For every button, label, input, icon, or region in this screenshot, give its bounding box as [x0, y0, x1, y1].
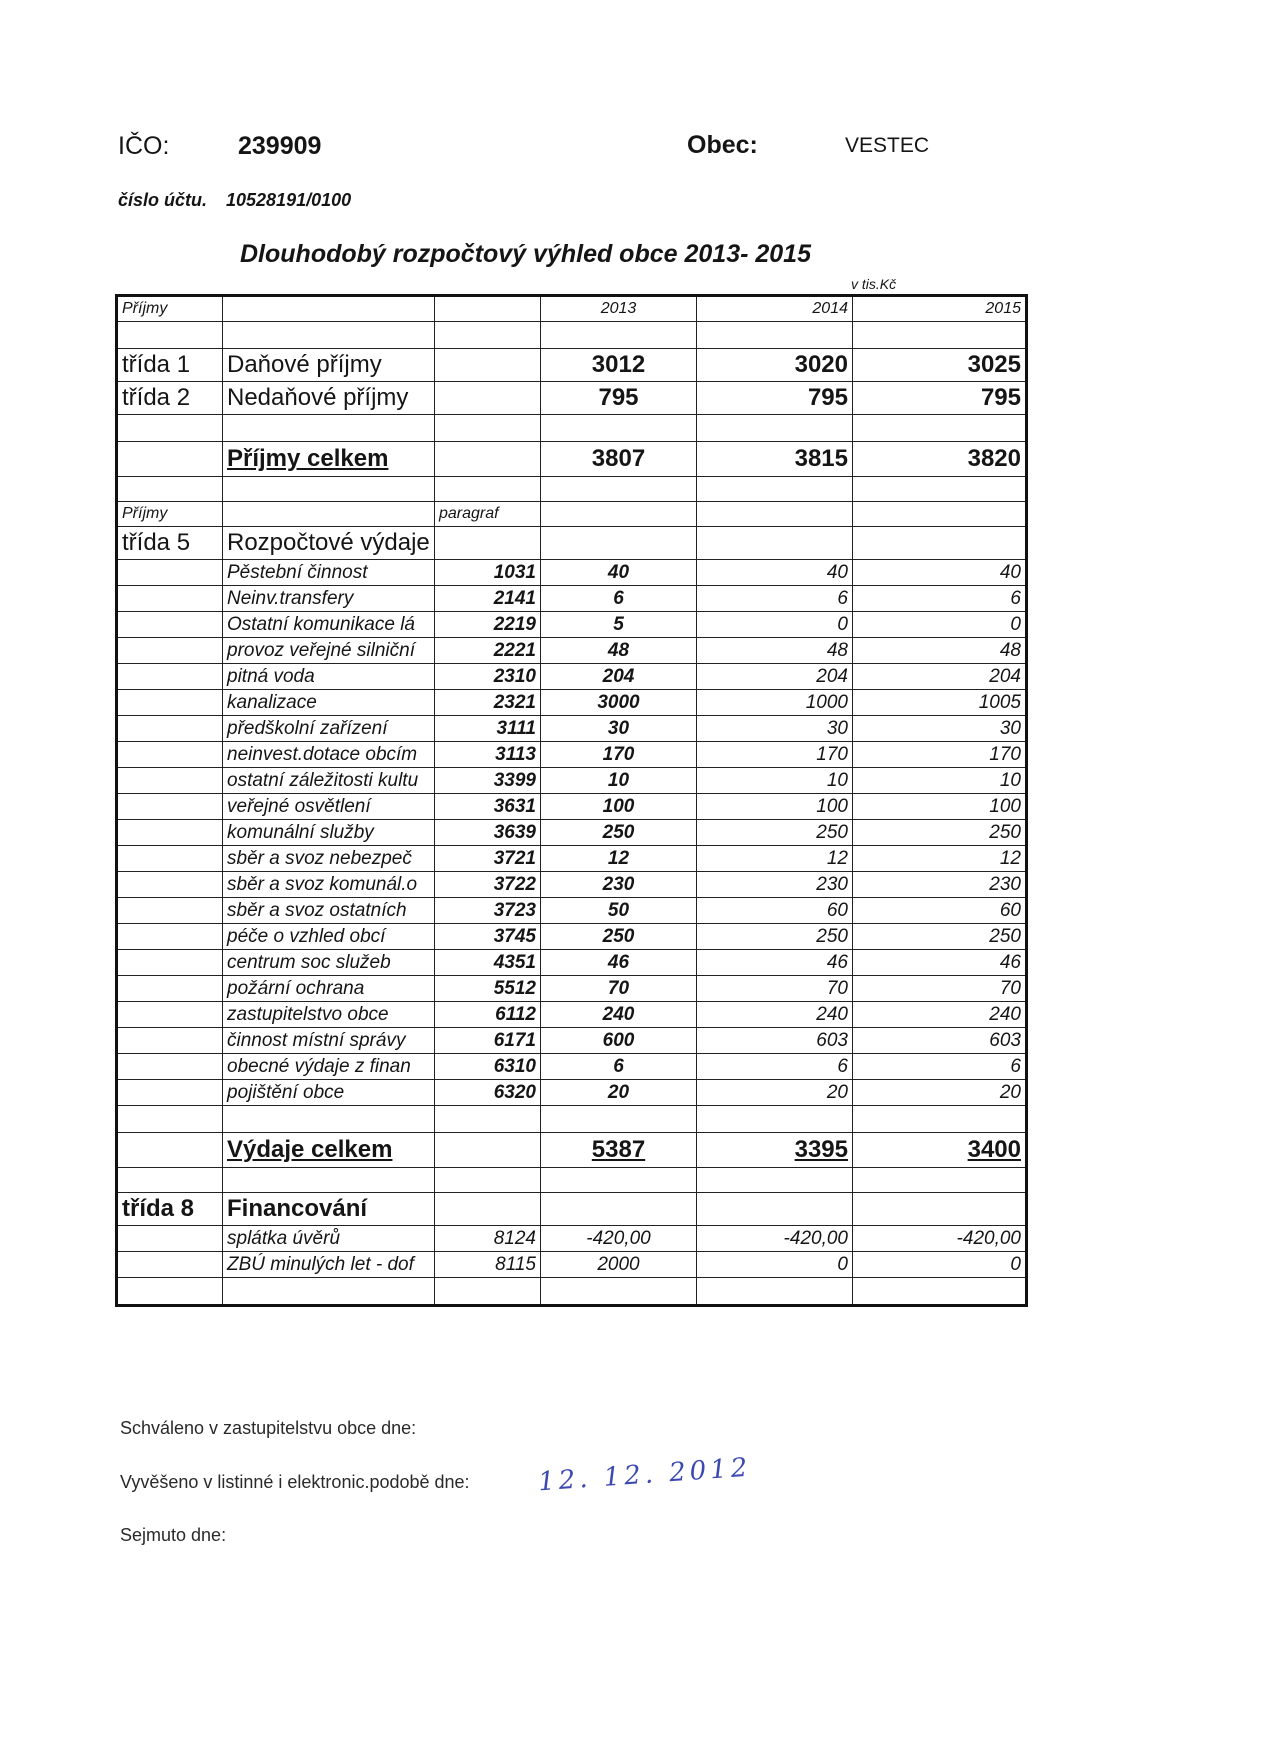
paragraf-code: 2219	[435, 612, 541, 638]
paragraf-code: 3399	[435, 768, 541, 794]
value-2015: 250	[853, 820, 1027, 846]
value-2013: 250	[541, 820, 697, 846]
value-2015: 30	[853, 716, 1027, 742]
expense-item-row	[117, 586, 1027, 612]
row-class-cell	[117, 612, 223, 638]
value-2013: 170	[541, 742, 697, 768]
expense-total-row	[117, 1133, 1027, 1168]
class-label: třída 5	[117, 527, 223, 560]
value-2014: 20	[697, 1080, 853, 1106]
paragraf-code: 2310	[435, 664, 541, 690]
value-2014: 0	[697, 612, 853, 638]
year-2013-header: 2013	[541, 296, 697, 322]
item-name: splátka úvěrů	[223, 1226, 435, 1252]
spacer-row	[117, 477, 1027, 502]
value-2013: 204	[541, 664, 697, 690]
item-name: obecné výdaje z finan	[223, 1054, 435, 1080]
value-2015: 230	[853, 872, 1027, 898]
value-2014: 100	[697, 794, 853, 820]
value-2013: 5	[541, 612, 697, 638]
item-name: zastupitelstvo obce	[223, 1002, 435, 1028]
income-header-row	[117, 296, 1027, 322]
paragraf-code: 3631	[435, 794, 541, 820]
item-name: centrum soc služeb	[223, 950, 435, 976]
value-2014: 60	[697, 898, 853, 924]
item-name: Pěstební činnost	[223, 560, 435, 586]
expense-total-2015: 3400	[853, 1133, 1027, 1168]
item-name: předškolní zařízení	[223, 716, 435, 742]
paragraf-code: 8124	[435, 1226, 541, 1252]
value-2014: -420,00	[697, 1226, 853, 1252]
value-2015: 20	[853, 1080, 1027, 1106]
value-2014: 6	[697, 586, 853, 612]
unit-note: v tis.Kč	[851, 276, 897, 292]
row-class-cell	[117, 716, 223, 742]
value-2014: 230	[697, 872, 853, 898]
value-2015: 10	[853, 768, 1027, 794]
expense-item-row	[117, 976, 1027, 1002]
value-2013: 2000	[541, 1252, 697, 1278]
paragraf-code: 3113	[435, 742, 541, 768]
removed-line: Sejmuto dne:	[120, 1525, 227, 1545]
posted-date-handwritten: 12. 12. 2012	[537, 1452, 753, 1498]
year-2015-header: 2015	[853, 296, 1027, 322]
item-name: sběr a svoz ostatních	[223, 898, 435, 924]
expense-item-row	[117, 898, 1027, 924]
value-2015: 204	[853, 664, 1027, 690]
expense-items	[117, 560, 1027, 1106]
paragraf-code: 3723	[435, 898, 541, 924]
paragraf-code: 5512	[435, 976, 541, 1002]
value-2013: -420,00	[541, 1226, 697, 1252]
expense-class-name: Rozpočtové výdaje	[223, 527, 435, 560]
paragraf-code: 6320	[435, 1080, 541, 1106]
value-2013: 795	[541, 382, 697, 415]
value-2014: 1000	[697, 690, 853, 716]
value-2013: 50	[541, 898, 697, 924]
paragraf-code: 3722	[435, 872, 541, 898]
spacer-row	[117, 1106, 1027, 1133]
item-name: sběr a svoz komunál.o	[223, 872, 435, 898]
expense-item-row	[117, 924, 1027, 950]
financing-items	[117, 1226, 1027, 1278]
expense-item-row	[117, 794, 1027, 820]
paragraf-code: 6112	[435, 1002, 541, 1028]
value-2015: 795	[853, 382, 1027, 415]
item-name: provoz veřejné silniční	[223, 638, 435, 664]
account-label: číslo účtu.	[118, 190, 208, 210]
obec-label: Obec:	[687, 131, 758, 159]
expense-item-row	[117, 560, 1027, 586]
expense-header-label: Příjmy	[117, 502, 223, 527]
value-2014: 48	[697, 638, 853, 664]
row-class-cell	[117, 664, 223, 690]
value-2015: 170	[853, 742, 1027, 768]
value-2013: 100	[541, 794, 697, 820]
income-name: Nedaňové příjmy	[223, 382, 435, 415]
row-class-cell	[117, 768, 223, 794]
year-2014-header: 2014	[697, 296, 853, 322]
value-2014: 170	[697, 742, 853, 768]
value-2015: 1005	[853, 690, 1027, 716]
value-2013: 6	[541, 1054, 697, 1080]
row-class-cell	[117, 976, 223, 1002]
value-2014: 6	[697, 1054, 853, 1080]
income-total-row	[117, 442, 1027, 477]
item-name: péče o vzhled obcí	[223, 924, 435, 950]
value-2014: 0	[697, 1252, 853, 1278]
expense-item-row	[117, 664, 1027, 690]
row-class-cell	[117, 898, 223, 924]
budget-table	[115, 294, 1028, 1307]
expense-item-row	[117, 1002, 1027, 1028]
value-2015: 70	[853, 976, 1027, 1002]
paragraf-code: 3639	[435, 820, 541, 846]
expense-item-row	[117, 872, 1027, 898]
row-class-cell	[117, 924, 223, 950]
expense-item-row	[117, 690, 1027, 716]
financing-class-name: Financování	[223, 1193, 435, 1226]
value-2015: 12	[853, 846, 1027, 872]
item-name: pitná voda	[223, 664, 435, 690]
row-class-cell	[117, 1028, 223, 1054]
row-class-cell	[117, 1002, 223, 1028]
value-2015: 60	[853, 898, 1027, 924]
item-name: požární ochrana	[223, 976, 435, 1002]
value-2015: 0	[853, 1252, 1027, 1278]
expense-item-row	[117, 1028, 1027, 1054]
row-class-cell	[117, 690, 223, 716]
paragraf-code: 2141	[435, 586, 541, 612]
income-name: Daňové příjmy	[223, 349, 435, 382]
income-total-2013: 3807	[541, 442, 697, 477]
value-2015: 6	[853, 586, 1027, 612]
item-name: neinvest.dotace obcím	[223, 742, 435, 768]
value-2013: 3000	[541, 690, 697, 716]
paragraf-code: 6171	[435, 1028, 541, 1054]
value-2015: 240	[853, 1002, 1027, 1028]
value-2013: 20	[541, 1080, 697, 1106]
value-2015: 48	[853, 638, 1027, 664]
expense-item-row	[117, 950, 1027, 976]
income-header-label: Příjmy	[117, 296, 223, 322]
expense-class-row	[117, 527, 1027, 560]
item-name: sběr a svoz nebezpeč	[223, 846, 435, 872]
value-2013: 240	[541, 1002, 697, 1028]
value-2014: 795	[697, 382, 853, 415]
value-2014: 204	[697, 664, 853, 690]
expense-item-row	[117, 638, 1027, 664]
paragraf-code: 3721	[435, 846, 541, 872]
paragraf-code: 3111	[435, 716, 541, 742]
income-row	[117, 349, 1027, 382]
spacer-row	[117, 415, 1027, 442]
financing-class-row	[117, 1193, 1027, 1226]
ico-value: 239909	[238, 132, 322, 160]
value-2014: 240	[697, 1002, 853, 1028]
document-title: Dlouhodobý rozpočtový výhled obce 2013- 2015	[240, 240, 811, 268]
posted-line: Vyvěšeno v listinné i elektronic.podobě dne:	[120, 1472, 470, 1492]
value-2015: -420,00	[853, 1226, 1027, 1252]
value-2013: 10	[541, 768, 697, 794]
value-2015: 46	[853, 950, 1027, 976]
expense-item-row	[117, 1054, 1027, 1080]
ico-label: IČO:	[118, 132, 170, 160]
spacer-row	[117, 322, 1027, 349]
row-class-cell	[117, 872, 223, 898]
value-2015: 603	[853, 1028, 1027, 1054]
value-2014: 40	[697, 560, 853, 586]
item-name: Neinv.transfery	[223, 586, 435, 612]
item-name: veřejné osvětlení	[223, 794, 435, 820]
row-class-cell	[117, 846, 223, 872]
expense-total-2014: 3395	[697, 1133, 853, 1168]
value-2013: 3012	[541, 349, 697, 382]
spacer-row	[117, 1168, 1027, 1193]
value-2014: 12	[697, 846, 853, 872]
item-name: Ostatní komunikace lá	[223, 612, 435, 638]
income-total-2014: 3815	[697, 442, 853, 477]
item-name: komunální služby	[223, 820, 435, 846]
paragraf-code: 2321	[435, 690, 541, 716]
expense-total-2013: 5387	[541, 1133, 697, 1168]
class-label: třída 8	[117, 1193, 223, 1226]
approved-line: Schváleno v zastupitelstvu obce dne:	[120, 1418, 417, 1438]
value-2013: 30	[541, 716, 697, 742]
paragraf-code: 3745	[435, 924, 541, 950]
value-2013: 70	[541, 976, 697, 1002]
expense-item-row	[117, 768, 1027, 794]
value-2013: 230	[541, 872, 697, 898]
value-2013: 250	[541, 924, 697, 950]
row-class-cell	[117, 1080, 223, 1106]
value-2013: 12	[541, 846, 697, 872]
row-class-cell	[117, 638, 223, 664]
value-2014: 10	[697, 768, 853, 794]
expense-item-row	[117, 820, 1027, 846]
row-class-cell	[117, 1226, 223, 1252]
row-class-cell	[117, 820, 223, 846]
row-class-cell	[117, 560, 223, 586]
income-total-2015: 3820	[853, 442, 1027, 477]
value-2015: 250	[853, 924, 1027, 950]
financing-item-row	[117, 1226, 1027, 1252]
item-name: kanalizace	[223, 690, 435, 716]
financing-item-row	[117, 1252, 1027, 1278]
value-2015: 0	[853, 612, 1027, 638]
expense-total-label: Výdaje celkem	[223, 1133, 435, 1168]
value-2015: 3025	[853, 349, 1027, 382]
paragraf-code: 1031	[435, 560, 541, 586]
account-number: 10528191/0100	[226, 190, 352, 210]
row-class-cell	[117, 1252, 223, 1278]
class-label: třída 1	[117, 349, 223, 382]
income-total-label: Příjmy celkem	[223, 442, 435, 477]
value-2015: 6	[853, 1054, 1027, 1080]
value-2014: 250	[697, 820, 853, 846]
row-class-cell	[117, 950, 223, 976]
expense-item-row	[117, 1080, 1027, 1106]
value-2015: 100	[853, 794, 1027, 820]
spacer-row	[117, 1278, 1027, 1306]
paragraf-code: 2221	[435, 638, 541, 664]
row-class-cell	[117, 1054, 223, 1080]
value-2013: 6	[541, 586, 697, 612]
value-2014: 3020	[697, 349, 853, 382]
value-2013: 40	[541, 560, 697, 586]
paragraf-code: 8115	[435, 1252, 541, 1278]
item-name: činnost místní správy	[223, 1028, 435, 1054]
income-row	[117, 382, 1027, 415]
value-2013: 46	[541, 950, 697, 976]
value-2013: 48	[541, 638, 697, 664]
item-name: pojištění obce	[223, 1080, 435, 1106]
value-2015: 40	[853, 560, 1027, 586]
value-2014: 70	[697, 976, 853, 1002]
row-class-cell	[117, 586, 223, 612]
paragraf-code: 6310	[435, 1054, 541, 1080]
paragraf-code: 4351	[435, 950, 541, 976]
value-2014: 250	[697, 924, 853, 950]
expense-item-row	[117, 612, 1027, 638]
obec-value: VESTEC	[845, 134, 930, 157]
value-2013: 600	[541, 1028, 697, 1054]
expense-item-row	[117, 742, 1027, 768]
value-2014: 603	[697, 1028, 853, 1054]
expense-item-row	[117, 716, 1027, 742]
value-2014: 46	[697, 950, 853, 976]
row-class-cell	[117, 794, 223, 820]
class-label: třída 2	[117, 382, 223, 415]
item-name: ZBÚ minulých let - dof	[223, 1252, 435, 1278]
expense-item-row	[117, 846, 1027, 872]
row-class-cell	[117, 742, 223, 768]
paragraf-header: paragraf	[435, 502, 541, 527]
value-2014: 30	[697, 716, 853, 742]
item-name: ostatní záležitosti kultu	[223, 768, 435, 794]
expense-header-row	[117, 502, 1027, 527]
